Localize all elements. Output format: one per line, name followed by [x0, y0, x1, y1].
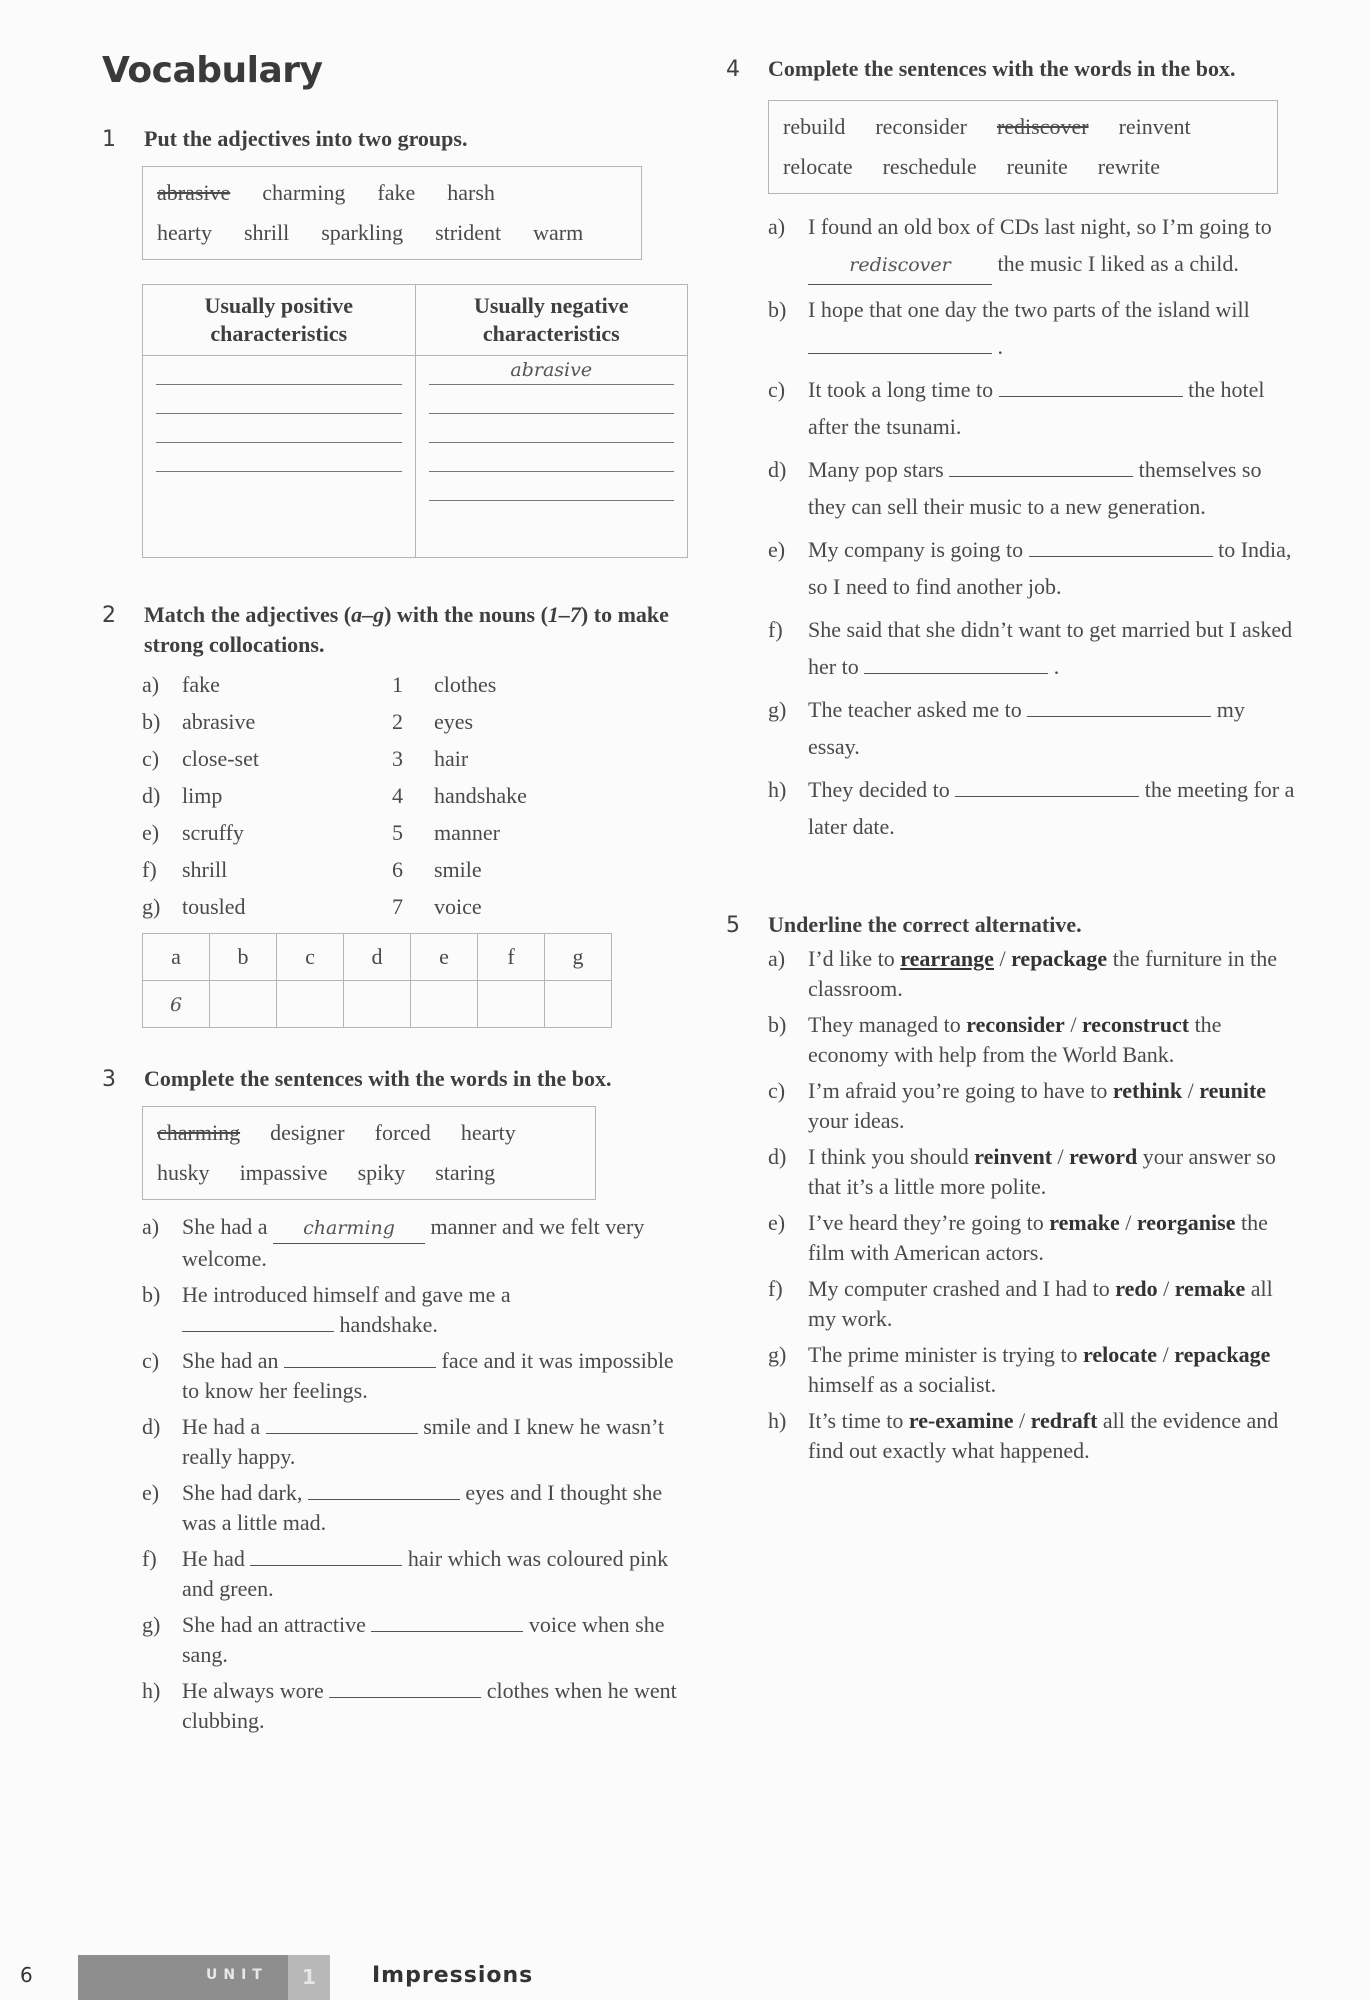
sentence: h) They decided to the meeting for a later date. [768, 777, 1295, 839]
noun-number: 5 [392, 820, 403, 845]
answer-blank[interactable] [864, 673, 1048, 674]
grid-answer[interactable] [210, 981, 277, 1028]
exercise-number: 1 [102, 127, 116, 152]
column-header-positive: Usually positive characteristics [143, 285, 416, 356]
box-word: charming [262, 180, 346, 205]
adjective: abrasive [182, 709, 256, 734]
sentence: g) The prime minister is trying to relocate / repackage himself as a socialist. [768, 1342, 1271, 1397]
sentence: d) Many pop stars themselves so they can sell their music to a new generation. [768, 457, 1262, 519]
adjective: close-set [182, 746, 259, 771]
box-word: relocate [783, 154, 853, 179]
option[interactable]: rethink [1112, 1078, 1183, 1103]
exercise-1 [102, 126, 682, 558]
box-word: forced [374, 1120, 431, 1145]
answer-line[interactable] [156, 443, 402, 472]
item-letter: e) [142, 820, 160, 845]
noun-number: 1 [392, 672, 403, 697]
box-word: spiky [357, 1160, 406, 1185]
option[interactable]: reconstruct [1081, 1012, 1190, 1037]
page-footer [0, 1955, 1369, 2000]
exercise-instruction: Complete the sentences with the words in the box. [768, 56, 1236, 81]
answer-blank[interactable] [808, 353, 992, 354]
sentence: a) I found an old box of CDs last night, so I’m going torediscover the music I liked as a child. [768, 208, 1298, 285]
sentence: f) He had hair which was coloured pink and green. [142, 1546, 669, 1601]
answer-line[interactable] [429, 414, 675, 443]
answer-line[interactable] [156, 356, 402, 385]
noun: manner [434, 820, 500, 845]
grid-letter: d [344, 934, 411, 981]
noun: handshake [434, 783, 527, 808]
answer-blank[interactable]: rediscover [808, 245, 992, 285]
sentence-list [142, 1212, 692, 1736]
page-number: 6 [20, 1963, 33, 1987]
box-word: husky [157, 1160, 210, 1185]
box-word: strident [435, 220, 502, 245]
box-word: charming [157, 1120, 241, 1145]
answer-blank[interactable] [1027, 716, 1211, 717]
noun: clothes [434, 672, 497, 697]
noun: eyes [434, 709, 474, 734]
box-word: designer [270, 1120, 345, 1145]
option[interactable]: reinvent [974, 1144, 1053, 1169]
adjective: fake [182, 672, 220, 697]
sentence-list [768, 944, 1298, 1466]
grid-letter: e [411, 934, 478, 981]
answer-blank[interactable] [999, 396, 1183, 397]
exercise-3-header [102, 1066, 692, 1092]
noun-number: 4 [392, 783, 403, 808]
option[interactable]: re-examine [908, 1408, 1014, 1433]
answer-line[interactable] [156, 385, 402, 414]
grid-answer[interactable] [478, 981, 545, 1028]
sentence: d) I think you should reinvent / reword your answer so that it’s a little more polite. [768, 1144, 1276, 1199]
exercise-number: 2 [102, 603, 116, 628]
exercise-instruction: Complete the sentences with the words in the box. [144, 1066, 612, 1091]
exercise-5-header [726, 912, 1326, 938]
unit-title: Impressions [372, 1963, 534, 1988]
option[interactable]: repackage [1011, 946, 1108, 971]
option[interactable]: rearrange [900, 946, 994, 971]
answer-grid [142, 933, 612, 1028]
sentence: b) They managed to reconsider / reconstruct the economy with help from the World Bank. [768, 1012, 1222, 1067]
box-word: staring [435, 1160, 496, 1185]
box-word: sparkling [321, 220, 404, 245]
adjective: scruffy [182, 820, 244, 845]
negative-column [415, 356, 688, 558]
box-word: hearty [460, 1120, 516, 1145]
exercise-2-header [102, 600, 682, 660]
noun: smile [434, 857, 482, 882]
box-word: reinvent [1118, 114, 1191, 139]
box-word: warm [533, 220, 584, 245]
grid-letter: a [143, 934, 210, 981]
grid-answer[interactable] [344, 981, 411, 1028]
answer-blank[interactable] [949, 476, 1133, 477]
noun: voice [434, 894, 482, 919]
box-word: fake [377, 180, 416, 205]
positive-column [143, 356, 416, 558]
box-word: harsh [447, 180, 495, 205]
sentence-list [768, 208, 1298, 845]
exercise-3 [102, 1066, 692, 1742]
word-box [142, 1106, 596, 1200]
unit-bar [78, 1955, 288, 2000]
sentence: b) I hope that one day the two parts of the island will . [768, 297, 1250, 359]
box-word: shrill [243, 220, 290, 245]
option[interactable]: redraft [1030, 1408, 1098, 1433]
option[interactable]: reorganise [1136, 1210, 1236, 1235]
item-letter: a) [142, 672, 160, 697]
box-word: hearty [157, 220, 212, 245]
sentence: g) The teacher asked me to my essay. [768, 697, 1245, 759]
word-box [768, 100, 1278, 194]
grid-answer[interactable] [411, 981, 478, 1028]
answer-blank[interactable] [182, 1331, 334, 1332]
noun-number: 3 [392, 746, 403, 771]
option[interactable]: remake [1049, 1210, 1120, 1235]
page-heading: Vocabulary [102, 50, 323, 91]
answer-blank[interactable] [1029, 556, 1213, 557]
answer-blank[interactable] [284, 1367, 436, 1368]
item-letter: f) [142, 857, 157, 882]
adjective: shrill [182, 857, 228, 882]
answer-blank[interactable] [250, 1565, 402, 1566]
sentence: b) He introduced himself and gave me a handshake. [142, 1282, 511, 1337]
exercise-number: 4 [726, 57, 740, 82]
grid-letter: f [478, 934, 545, 981]
sentence: h) He always wore clothes when he went clubbing. [142, 1678, 677, 1733]
sentence: c) It took a long time to the hotel after the tsunami. [768, 377, 1265, 439]
answer-blank[interactable] [955, 796, 1139, 797]
exercise-number: 3 [102, 1067, 116, 1092]
box-word: reunite [1006, 154, 1068, 179]
sentence: e) My company is going to to India, so I need to find another job. [768, 537, 1292, 599]
box-word: rebuild [783, 114, 846, 139]
sentence: c) I’m afraid you’re going to have to rethink / reunite your ideas. [768, 1078, 1267, 1133]
sentence: e) She had dark, eyes and I thought she was a little mad. [142, 1480, 663, 1535]
exercise-4-header [726, 56, 1326, 82]
sentence: f) She said that she didn’t want to get married but I asked her to . [768, 617, 1293, 679]
noun-number: 6 [392, 857, 403, 882]
answer-line[interactable] [429, 356, 675, 385]
item-letter: g) [142, 894, 161, 919]
sentence: e) I’ve heard they’re going to remake / reorganise the film with American actors. [768, 1210, 1268, 1265]
grid-letter: b [210, 934, 277, 981]
answer-blank[interactable] [308, 1499, 460, 1500]
example-answer: abrasive [510, 359, 593, 381]
noun-number: 7 [392, 894, 403, 919]
unit-label: UNIT [206, 1967, 268, 1983]
option[interactable]: redo [1115, 1276, 1158, 1301]
box-word: reschedule [882, 154, 977, 179]
answer-blank[interactable] [329, 1697, 481, 1698]
sentence: h) It’s time to re-examine / redraft all the evidence and find out exactly what happened. [768, 1408, 1279, 1463]
sentence: a) She had a charming manner and we felt very welcome. [142, 1214, 645, 1271]
exercise-4 [726, 56, 1326, 851]
answer-line[interactable] [429, 443, 675, 472]
sentence: c) She had an face and it was impossible to know her feelings. [142, 1348, 674, 1403]
option[interactable]: remake [1174, 1276, 1246, 1301]
option[interactable]: repackage [1174, 1342, 1271, 1367]
answer-line[interactable] [429, 472, 675, 501]
item-letter: c) [142, 746, 160, 771]
item-letter: b) [142, 709, 161, 734]
answer-blank[interactable] [266, 1433, 418, 1434]
box-word: rediscover [996, 114, 1089, 139]
exercise-instruction: Underline the correct alternative. [768, 912, 1082, 937]
unit-number-box: 1 [288, 1955, 330, 2000]
exercise-1-header [102, 126, 682, 152]
answer-blank[interactable]: charming [273, 1212, 425, 1244]
adjective: tousled [182, 894, 246, 919]
answer-line[interactable] [156, 414, 402, 443]
option[interactable]: relocate [1082, 1342, 1158, 1367]
option[interactable]: reword [1069, 1144, 1138, 1169]
sentence: g) She had an attractive voice when she sang. [142, 1612, 665, 1667]
exercise-2 [102, 600, 682, 1028]
word-box [142, 166, 642, 260]
sentence: d) He had a smile and I knew he wasn’t really happy. [142, 1414, 665, 1469]
column-header-negative: Usually negative characteristics [415, 285, 688, 356]
sentence: f) My computer crashed and I had to redo / remake all my work. [768, 1276, 1273, 1331]
grouping-table [142, 284, 688, 558]
box-word: rewrite [1097, 154, 1161, 179]
grid-answer[interactable] [277, 981, 344, 1028]
box-word: impassive [239, 1160, 328, 1185]
grid-answer[interactable] [545, 981, 612, 1028]
answer-line[interactable] [429, 385, 675, 414]
exercise-instruction: Match the adjectives (a–g) with the nouns (1–7) to make strong collocations. [144, 602, 669, 657]
sentence: a) I’d like to rearrange / repackage the furniture in the classroom. [768, 946, 1278, 1001]
grid-answer[interactable]: 6 [143, 981, 210, 1028]
exercise-5 [726, 912, 1326, 1472]
noun-number: 2 [392, 709, 403, 734]
exercise-number: 5 [726, 913, 740, 938]
noun: hair [434, 746, 469, 771]
box-word: abrasive [157, 180, 231, 205]
grid-letter: c [277, 934, 344, 981]
adjective: limp [182, 783, 223, 808]
matching-list [142, 666, 682, 925]
option[interactable]: reunite [1199, 1078, 1267, 1103]
answer-blank[interactable] [371, 1631, 523, 1632]
item-letter: d) [142, 783, 161, 808]
exercise-instruction: Put the adjectives into two groups. [144, 126, 468, 151]
box-word: reconsider [875, 114, 967, 139]
option[interactable]: reconsider [966, 1012, 1065, 1037]
grid-letter: g [545, 934, 612, 981]
